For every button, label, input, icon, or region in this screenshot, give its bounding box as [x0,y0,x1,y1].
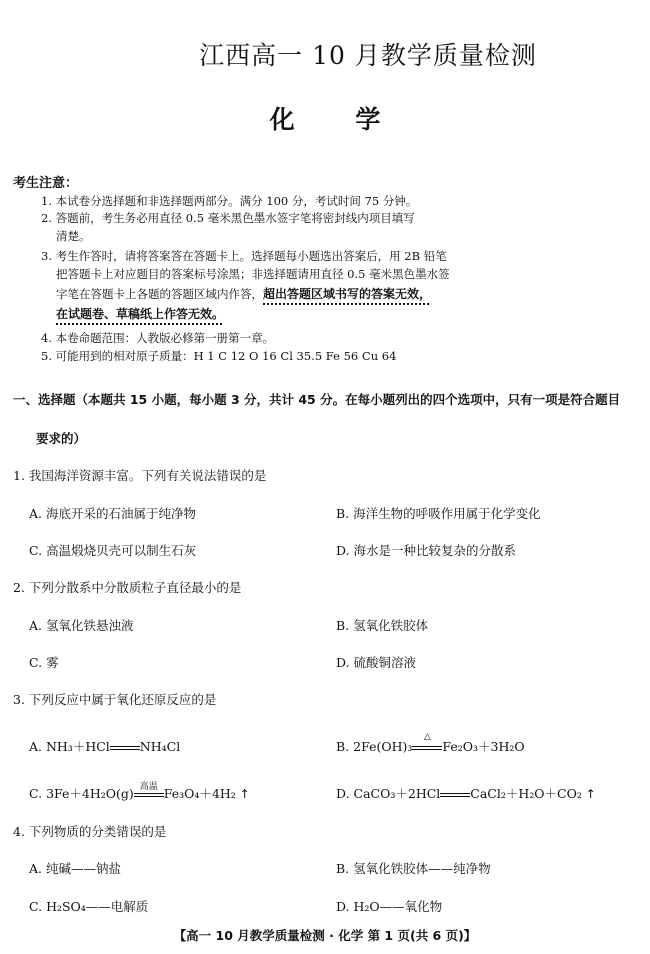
notice-item-5: 5. 可能用到的相对原子质量：H 1 C 12 O 16 Cl 35.5 Fe 56 Cu 64 [41,349,397,363]
notice-item-3: 3. 考生作答时，请将答案答在答题卡上。选择题每小题选出答案后，用 2B 铅笔 [41,249,447,263]
section-heading-cont: 要求的） [36,431,87,446]
question-4-option-d: D. H₂O——氧化物 [336,899,443,914]
gas-arrow-icon: ↑ [235,787,250,801]
reaction-d-products: CaCl₂＋H₂O＋CO₂ [470,786,582,801]
notice-item-3-line4 [56,305,224,322]
reaction-d-reactants: D. CaCO₃＋2HCl [336,786,441,801]
question-3-option-d [336,784,596,802]
question-1-option-b: B. 海洋生物的呼吸作用属于化学变化 [336,506,541,521]
question-3-option-a [29,737,180,755]
question-4-stem: 4. 下列物质的分类错误的是 [13,824,167,839]
question-2-option-d: D. 硫酸铜溶液 [336,655,417,670]
reaction-c-reactants: C. 3Fe＋4H₂O(g) [29,786,134,801]
question-2-option-a: A. 氢氧化铁悬浊液 [29,618,134,633]
page-footer: 【高一 10 月教学质量检测 · 化学 第 1 页(共 6 页)】 [173,928,477,943]
question-2-option-c: C. 雾 [29,655,59,670]
high-temp-condition: 高温 [139,781,158,792]
notice-heading: 考生注意： [13,176,79,191]
equals-sign-icon [440,789,470,801]
question-2-option-b: B. 氢氧化铁胶体 [336,618,429,633]
question-3-option-b [336,731,525,755]
notice-item-3-text: 字笔在答题卡上各题的答题区域内作答， [56,287,263,301]
question-1-stem: 1. 我国海洋资源丰富。下列有关说法错误的是 [13,468,267,483]
notice-item-3-line3 [56,285,431,302]
reaction-a-products: NH₄Cl [139,739,181,754]
question-4-option-a: A. 纯碱——钠盐 [29,861,121,876]
question-3-option-c [29,781,250,802]
question-4-option-b: B. 氢氧化铁胶体——纯净物 [336,861,491,876]
equals-sign-icon [110,742,140,754]
emphasis-invalid-area: 超出答题区域书写的答案无效， [263,287,432,301]
notice-item-2-cont: 清楚。 [56,229,91,243]
reaction-b-products: Fe₂O₃＋3H₂O [442,739,525,754]
question-1-option-c: C. 高温煅烧贝壳可以制生石灰 [29,543,197,558]
heating-condition: △ [423,731,431,742]
question-1-option-d: D. 海水是一种比较复杂的分散系 [336,543,517,558]
subject-title: 化 学 [269,105,407,134]
notice-item-1: 1. 本试卷分选择题和非选择题两部分。满分 100 分，考试时间 75 分钟。 [41,194,418,208]
question-3-stem: 3. 下列反应中属于氧化还原反应的是 [13,692,217,707]
gas-arrow-icon: ↑ [581,787,596,801]
heating-equals-icon [412,731,442,754]
high-temp-equals-icon [134,781,164,801]
question-4-option-c: C. H₂SO₄——电解质 [29,899,149,914]
notice-item-4: 4. 本卷命题范围：人教版必修第一册第一章。 [41,331,275,345]
section-heading: 一、选择题（本题共 15 小题，每小题 3 分，共计 45 分。在每小题列出的四个选项中，只有一项是符合题目 [13,392,621,407]
page-title: 江西高一 10 月教学质量检测 [199,41,537,70]
reaction-b-reactants: B. 2Fe(OH)₃ [336,739,413,754]
question-2-stem: 2. 下列分散系中分散质粒子直径最小的是 [13,580,242,595]
notice-item-3-line2: 把答题卡上对应题目的答案标号涂黑；非选择题请用直径 0.5 毫米黑色墨水签 [56,267,450,281]
notice-item-2: 2. 答题前，考生务必用直径 0.5 毫米黑色墨水签字笔将密封线内项目填写 [41,211,415,225]
emphasis-invalid-draft: 在试题卷、草稿纸上作答无效。 [56,307,225,321]
reaction-c-products: Fe₃O₄＋4H₂ [163,786,236,801]
reaction-a-reactants: A. NH₃＋HCl [29,739,110,754]
question-1-option-a: A. 海底开采的石油属于纯净物 [29,506,196,521]
